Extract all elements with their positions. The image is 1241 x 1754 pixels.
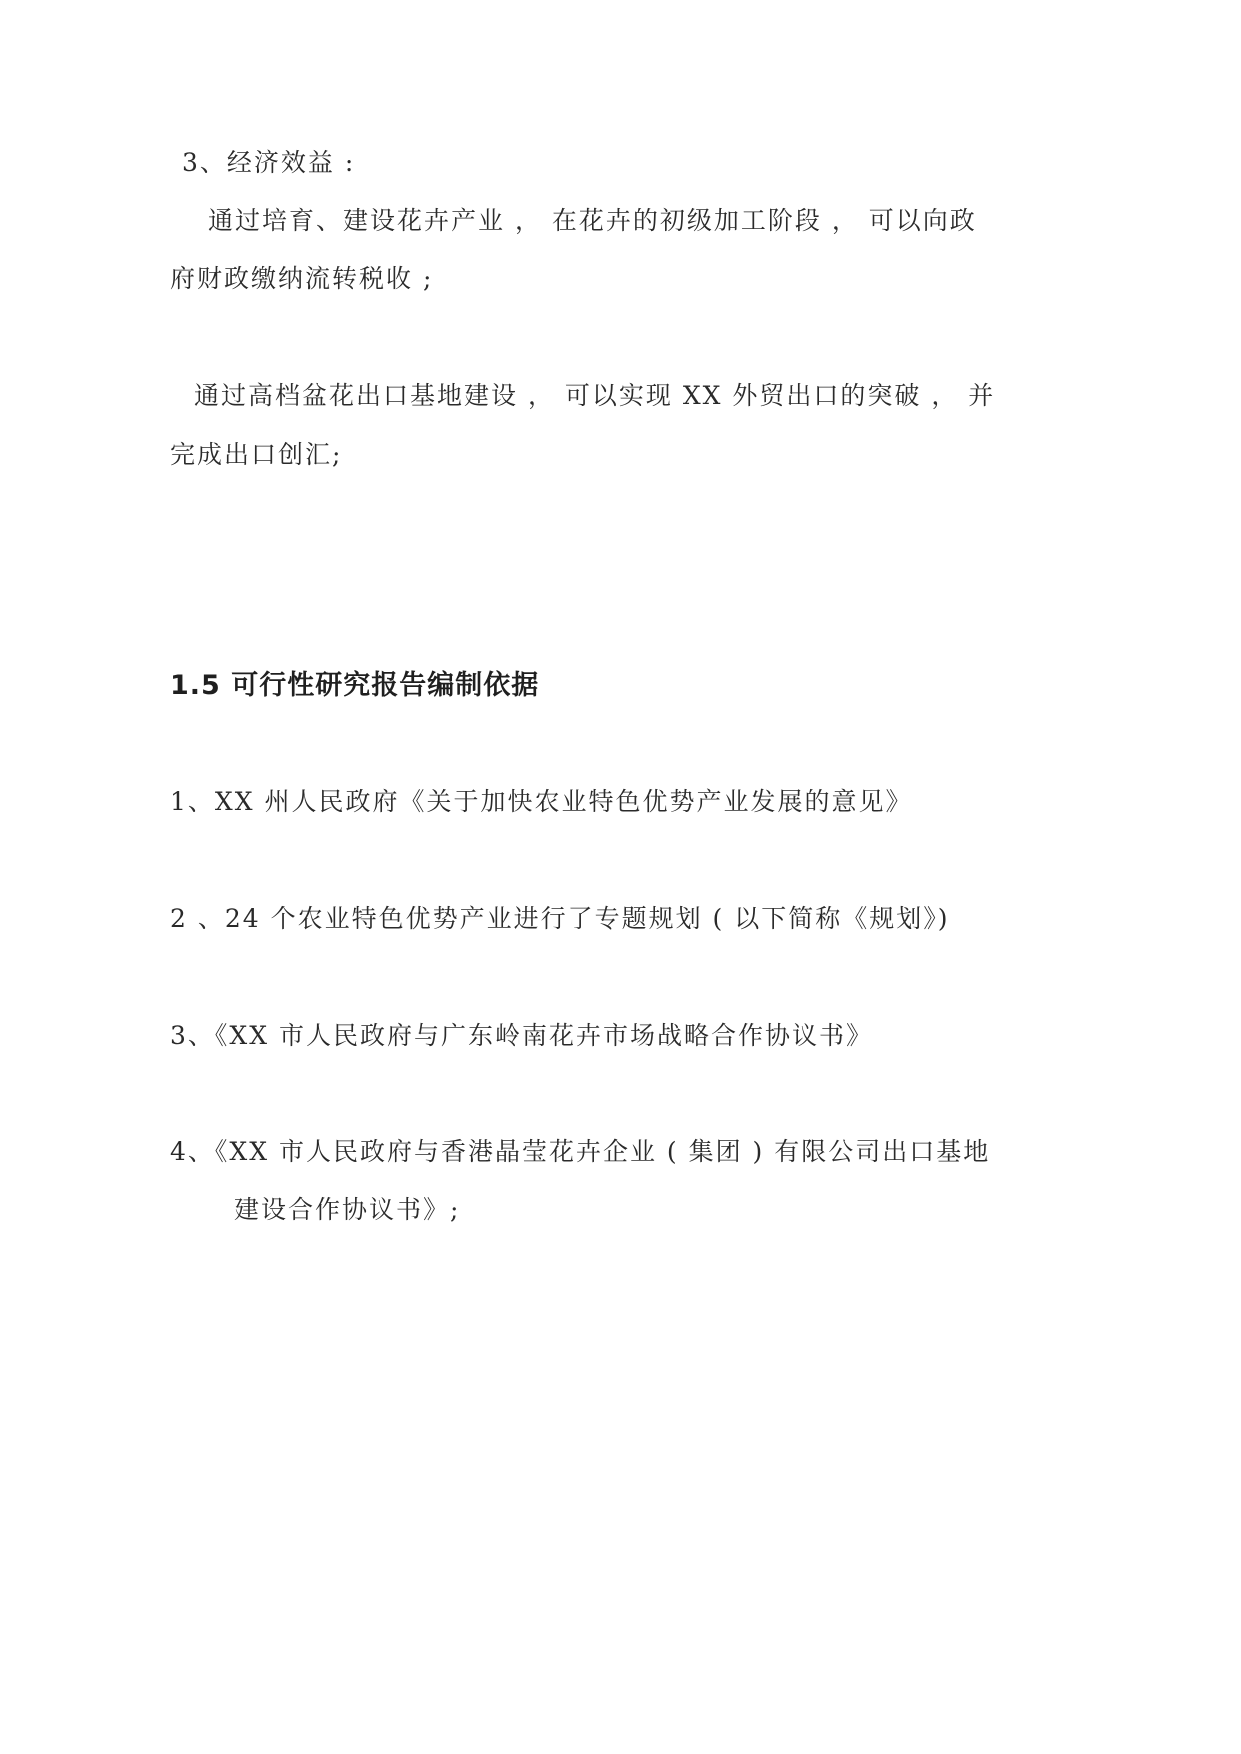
section-heading: 1.5 可行性研究报告编制依据 bbox=[170, 670, 540, 701]
basis-item-2: 2 、24 个农业特色优势产业进行了专题规划 ( 以下简称《规划》) bbox=[170, 904, 950, 933]
basis-item-1: 1、XX 州人民政府《关于加快农业特色优势产业发展的意见》 bbox=[170, 787, 913, 816]
economic-benefit-title: 3、经济效益 : bbox=[182, 148, 356, 177]
export-paragraph-line-1: 通过高档盆花出口基地建设 ， 可以实现 XX 外贸出口的突破 ， 并 bbox=[194, 381, 996, 410]
tax-paragraph-line-1: 通过培育、建设花卉产业 ， 在花卉的初级加工阶段 ， 可以向政 bbox=[208, 206, 977, 235]
export-paragraph-line-2: 完成出口创汇; bbox=[170, 440, 343, 469]
basis-item-4-continuation: 建设合作协议书》; bbox=[234, 1195, 461, 1224]
basis-item-4: 4、《XX 市人民政府与香港晶莹花卉企业 ( 集团 ) 有限公司出口基地 bbox=[170, 1137, 991, 1166]
basis-item-3: 3、《XX 市人民政府与广东岭南花卉市场战略合作协议书》 bbox=[170, 1021, 873, 1050]
tax-paragraph-line-2: 府财政缴纳流转税收 ; bbox=[170, 264, 434, 293]
